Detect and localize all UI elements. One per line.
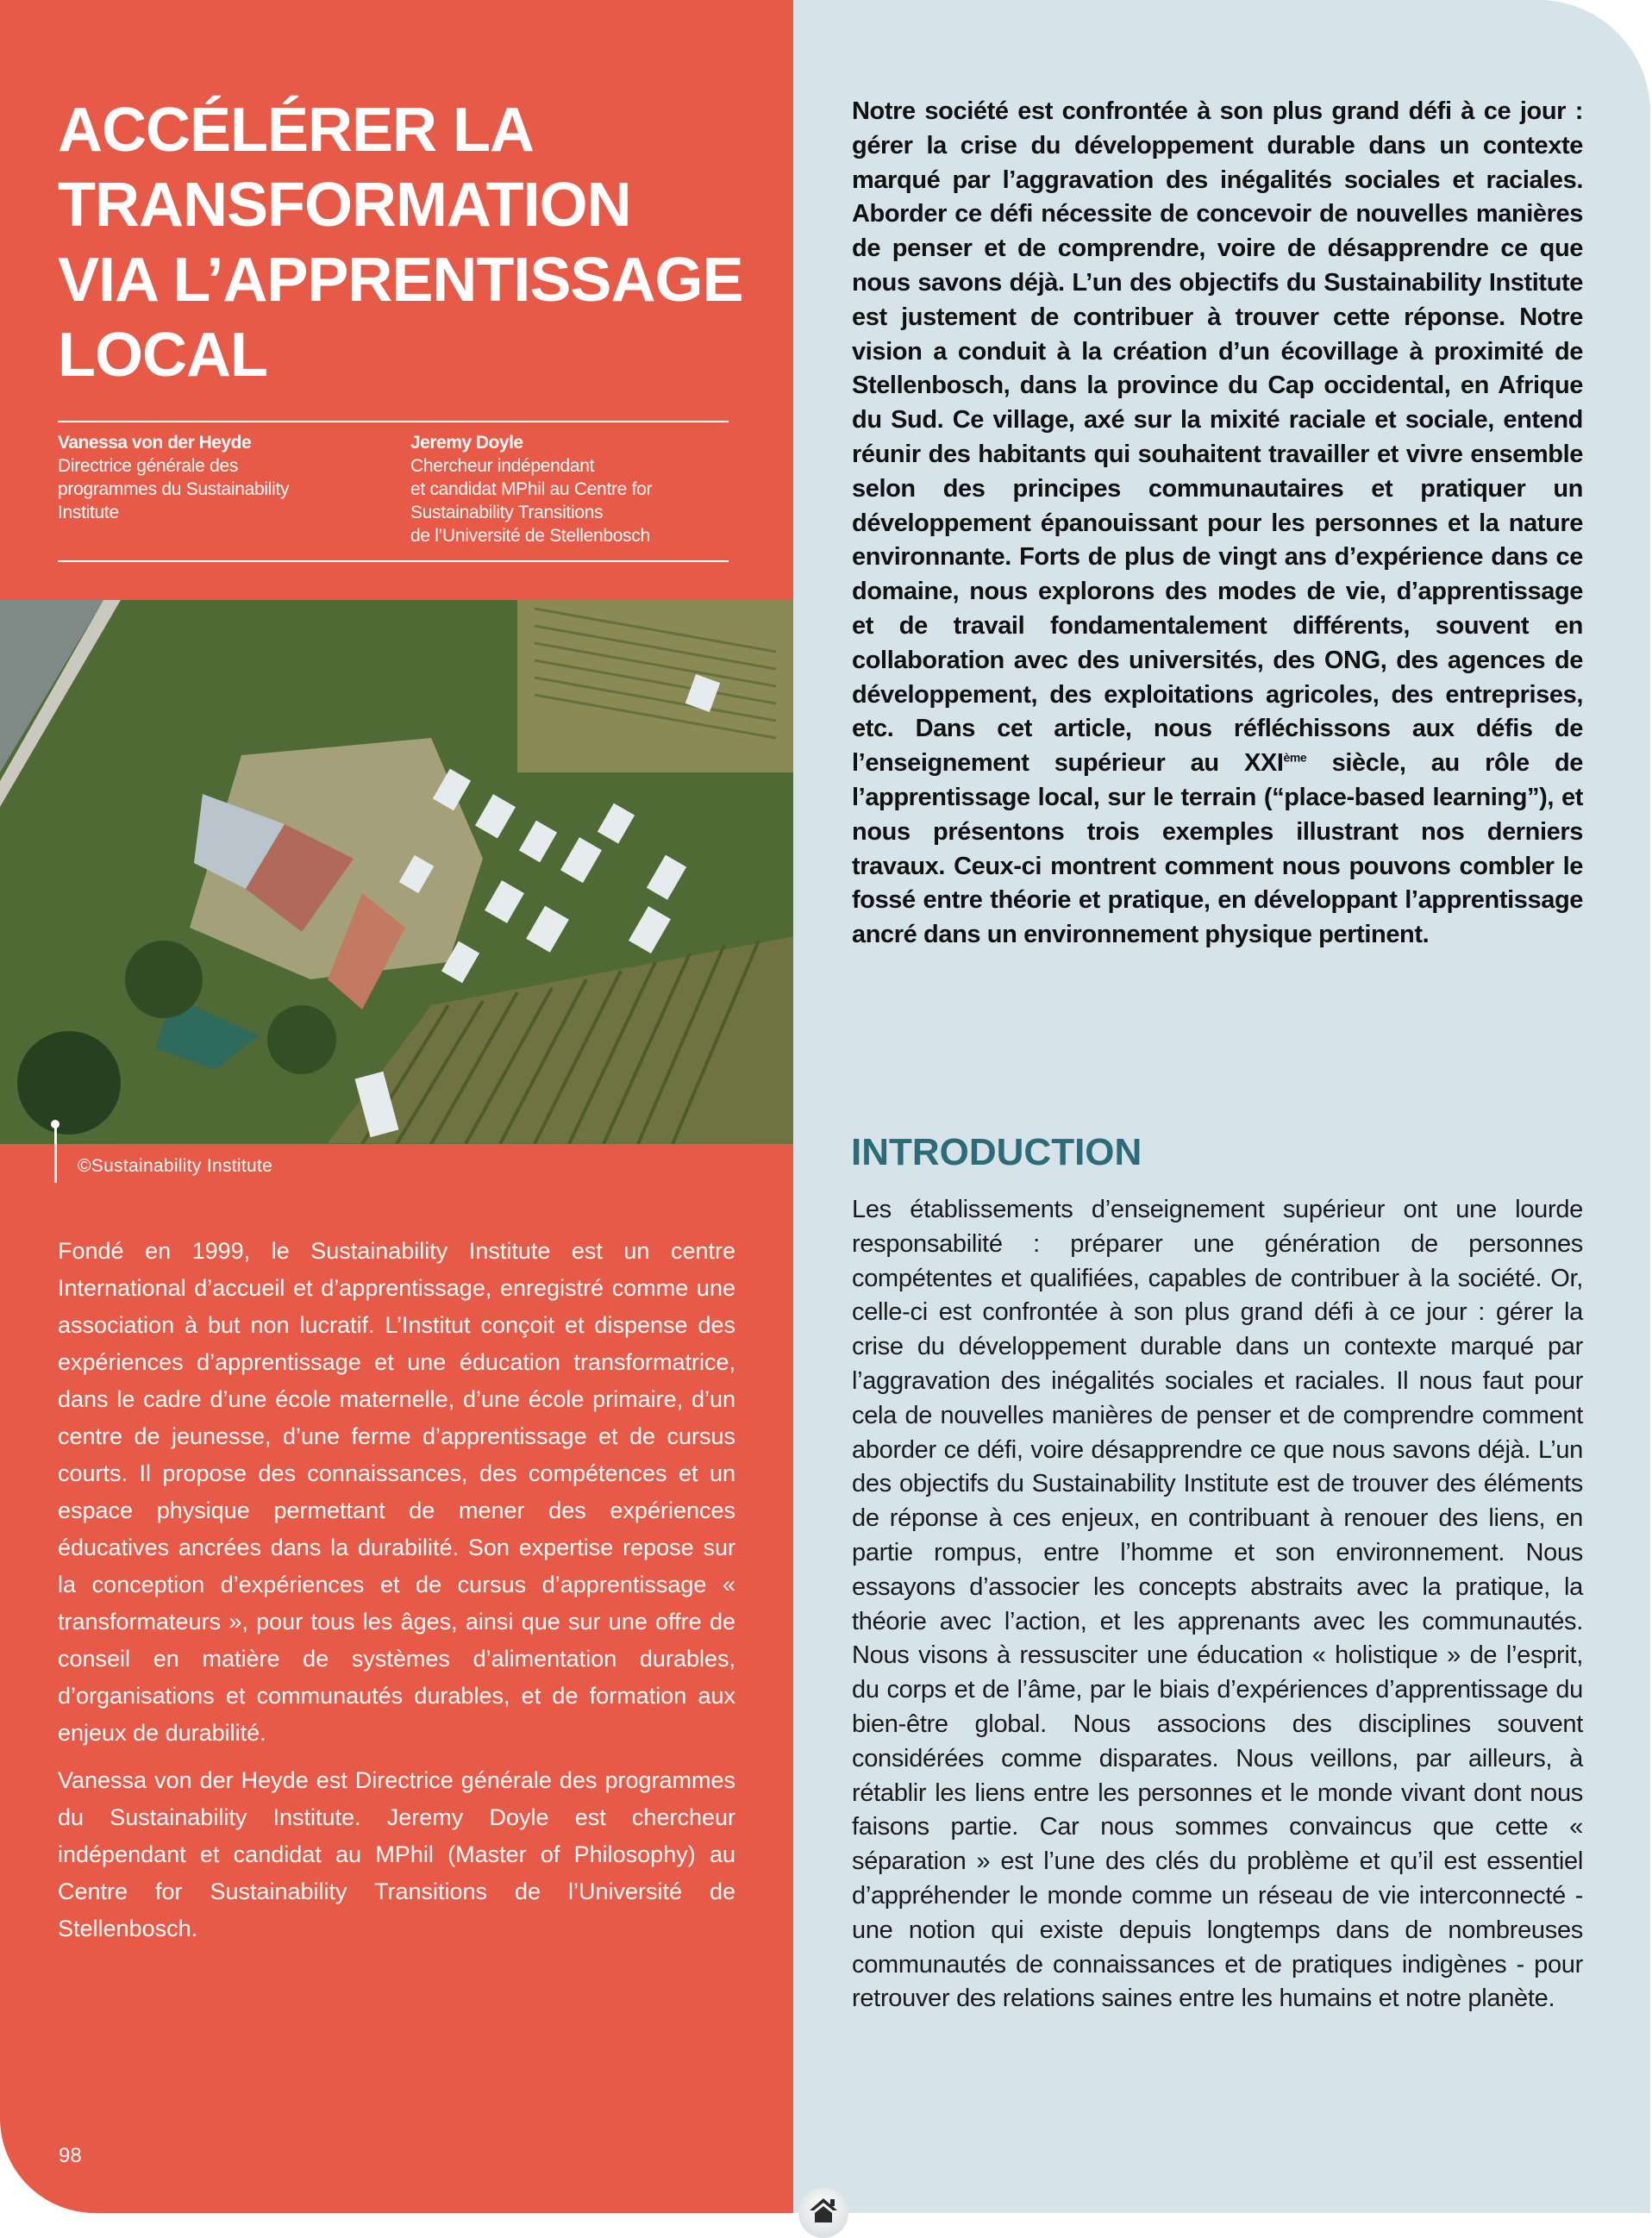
title-line: ACCÉLÉRER LA	[58, 96, 535, 165]
home-icon	[808, 2197, 839, 2222]
page-number: 98	[59, 2144, 82, 2167]
bio-paragraph: Vanessa von der Heyde est Directrice générale des programmes du Sustainability Institute. Jeremy Doyle est chercheur indépendant et candidat au MPhil (Master of Philosophy) au Centre for Sustainability Transitions de l’Université de Stellenbosch.	[58, 1767, 735, 1941]
author-role-line: et candidat MPhil au Centre for	[410, 479, 653, 499]
left-panel	[0, 0, 793, 2213]
author-role-line: de l’Université de Stellenbosch	[410, 526, 650, 546]
author-role-line: Chercheur indépendant	[410, 456, 595, 476]
author-role-line: programmes du Sustainability	[58, 479, 290, 499]
author-role-line: Directrice générale des	[58, 456, 239, 476]
introduction-body: Les établissements d’enseignement supérieur ont une lourde responsabilité : préparer une génération de personnes compétentes et qualifiées, capables de contribuer à la société. Or, celle-ci est confrontée à son plus grand défi à ce jour : gérer la crise du développement durable dans un contexte marqué par l’aggravation des inégalités sociales et raciales. Il nous faut pour cela de nouvelles manières de penser et de comprendre comment aborder ce défi, voire désapprendre ce que nous savons déjà. L’un des objectifs du Sustainability Institute est de trouver des éléments de réponse à ces enjeux, en contribuant à renouer des liens, en partie rompus, entre l’homme et son environnement. Nous essayons d’associer les concepts abstraits avec la pratique, la théorie avec l’action, et les apprenants avec les communautés. Nous visons à ressusciter une éducation « holistique » de l’esprit, du corps et de l’âme, par le biais d’expériences d’apprentissage du bien-être global. Nous associons des disciplines souvent considérées comme disparates. Nous veillons, par ailleurs, à rétablir les liens entre les personnes et le monde vivant dont nous faisons partie. Car nous sommes convaincus que cette « séparation » est l’une des clés du problème et qu’il est essentiel d’appréhender le monde comme un réseau de vie interconnecté - une notion qui existe depuis longtemps dans de nombreuses communautés de connaissances et de pratiques indigènes - pour retrouver des relations saines entre les humains et notre planète.	[852, 1196, 1583, 2013]
lead-text: siècle, au rôle de l’apprentissage local, sur le terrain (“place-based learning”), et nous présentons trois exemples illustrant nos derniers travaux. Ceux-ci montrent comment nous pouvons combler le fossé entre théorie et pratique, en développant l’apprentissage ancré dans un environnement physique pertinent.	[852, 749, 1583, 949]
author-name: Jeremy Doyle	[410, 433, 523, 453]
institute-bio	[58, 1233, 735, 1958]
author-role-line: Institute	[58, 503, 119, 522]
author-block	[410, 431, 738, 547]
author-name: Vanessa von der Heyde	[58, 433, 252, 453]
lead-paragraph	[852, 95, 1583, 953]
title-line: VIA L’APPRENTISSAGE	[58, 246, 743, 315]
aerial-photo	[0, 600, 793, 1144]
author-block	[58, 431, 368, 524]
divider	[58, 560, 729, 562]
lead-superscript: ème	[1283, 750, 1307, 765]
home-button[interactable]	[798, 2188, 848, 2238]
bio-paragraph: Fondé en 1999, le Sustainability Institute est un centre International d’accueil et d’apprentissage, enregistré comme une association à but non lucratif. L’Institut conçoit et dispense des expériences d’apprentissage et une éducation transformatrice, dans le cadre d’une école maternelle, d’une école primaire, d’un centre de jeunesse, d’une ferme d’apprentissage et de cursus courts. Il propose des connaissances, des compétences et un espace physique permettant de mener des expériences éducatives ancrées dans la durabilité. Son expertise repose sur la conception d’expériences et de cursus d’apprentissage « transformateurs », pour tous les âges, ainsi que sur une offre de conseil en matière de systèmes d’alimentation durables, d’organisations et communautés durables, et de formation aux enjeux de durabilité.	[58, 1238, 735, 1746]
caption-marker-line	[54, 1122, 57, 1183]
lead-text: Notre société est confrontée à son plus grand défi à ce jour : gérer la crise du développement durable dans un contexte marqué par l’aggravation des inégalités sociales et raciales. Aborder ce défi nécessite de concevoir de nouvelles manières de penser et de comprendre, voire de désapprendre ce que nous savons déjà. L’un des objectifs du Sustainability Institute est justement de contribuer à trouver cette réponse. Notre vision a conduit à la création d’un écovillage à proximité de Stellenbosch, dans la province du Cap occidental, en Afrique du Sud. Ce village, axé sur la mixité raciale et sociale, entend réunir des habitants qui souhaitent travailler et vivre ensemble selon des principes communautaires et pratiquer un développement épanouissant pour les personnes et la nature environnante. Forts de plus de vingt ans d’expérience dans ce domaine, nous explorons des modes de vie, d’apprentissage et de travail fondamentalement différents, souvent en collaboration avec des universités, des ONG, des agences de développement, des exploitations agricoles, des entreprises, etc. Dans cet article, nous réfléchissons aux défis de l’enseignement supérieur au XXI	[852, 97, 1583, 778]
section-heading-introduction: INTRODUCTION	[851, 1131, 1142, 1173]
title-line: TRANSFORMATION	[58, 171, 631, 240]
divider	[58, 421, 729, 422]
aerial-photo-illustration	[0, 600, 793, 1144]
author-role-line: Sustainability Transitions	[410, 503, 604, 522]
article-title	[58, 93, 773, 393]
title-line: LOCAL	[58, 321, 267, 390]
photo-credit: ©Sustainability Institute	[78, 1156, 273, 1176]
